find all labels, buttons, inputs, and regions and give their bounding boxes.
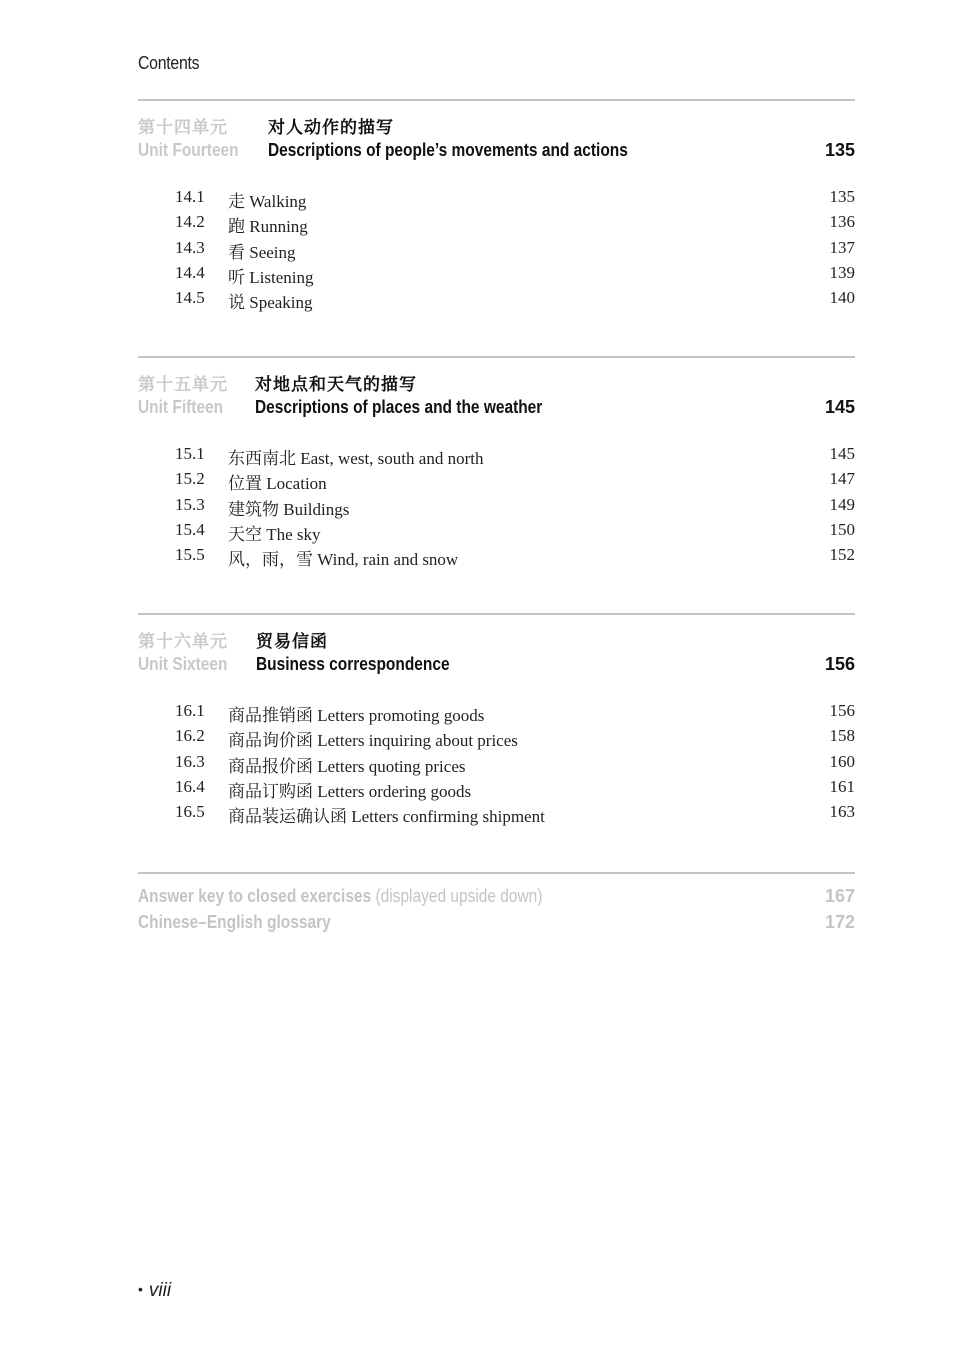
section-number: 16.1 (175, 701, 205, 720)
section-title: 商品装运确认函 Letters confirming shipment (228, 807, 545, 827)
section-title: 商品报价函 Letters quoting prices (228, 756, 466, 776)
glossary-label: Chinese–English glossary (138, 911, 331, 932)
section-page-number: 147 (829, 469, 855, 489)
unit-cn-label: 第十五单元 (138, 375, 228, 395)
unit-cn-title: 对地点和天气的描写 (255, 375, 417, 395)
section-entry[interactable] (138, 726, 855, 751)
section-entry[interactable] (138, 444, 855, 469)
section-title: 跑 Running (228, 217, 308, 237)
unit-cn-title: 贸易信函 (256, 632, 328, 652)
back-matter-note: (displayed upside down) (371, 886, 543, 906)
section-entry[interactable] (138, 187, 855, 212)
unit-en-label: Unit Sixteen (138, 654, 228, 674)
section-entry[interactable] (138, 777, 855, 802)
section-page-number: 137 (829, 237, 855, 257)
section-title: 商品询价函 Letters inquiring about prices (228, 731, 518, 751)
divider (138, 356, 855, 358)
section-title: 建筑物 Buildings (228, 499, 350, 519)
section-page-number: 140 (829, 288, 855, 308)
section-number: 16.5 (175, 802, 205, 822)
back-matter (138, 872, 855, 932)
unit-cn-title: 对人动作的描写 (268, 118, 394, 138)
section-title: 看 Seeing (228, 242, 296, 262)
unit-en-title: Descriptions of people’s movements and actions (268, 140, 628, 160)
unit-heading[interactable] (138, 113, 855, 169)
unit-page-number: 156 (824, 654, 855, 674)
unit-en-label: Unit Fifteen (138, 397, 224, 417)
section-title: 东西南北 East, west, south and north (228, 449, 484, 468)
section-page-number: 136 (829, 212, 855, 232)
section-entry[interactable] (138, 802, 855, 827)
running-head: Contents (138, 53, 200, 73)
section-number: 16.4 (175, 776, 205, 796)
bullet-icon: • (138, 1281, 143, 1297)
section-list (138, 444, 855, 570)
section-page-number: 156 (829, 701, 855, 720)
section-number: 14.2 (175, 212, 205, 232)
section-entry[interactable] (138, 288, 855, 313)
section-entry[interactable] (138, 752, 855, 777)
section-entry[interactable] (138, 238, 855, 263)
unit-page-number: 135 (824, 140, 855, 160)
section-page-number: 145 (829, 444, 855, 463)
divider (138, 99, 855, 101)
section-number: 14.3 (175, 237, 205, 257)
section-number: 14.4 (175, 262, 205, 282)
section-title: 位置 Location (228, 474, 327, 494)
section-list (138, 701, 855, 827)
section-number: 15.5 (175, 545, 205, 565)
section-page-number: 158 (829, 726, 855, 746)
page-folio (138, 1280, 171, 1302)
section-title: 说 Speaking (228, 293, 313, 313)
section-number: 15.1 (175, 444, 205, 463)
section-entry[interactable] (138, 701, 855, 726)
section-title: 风，雨，雪 Wind, rain and snow (228, 550, 459, 570)
section-number: 15.4 (175, 519, 205, 539)
divider (138, 613, 855, 615)
section-entry[interactable] (138, 545, 855, 570)
section-page-number: 150 (829, 519, 855, 539)
section-page-number: 135 (829, 187, 855, 206)
unit-cn-label: 第十四单元 (138, 118, 228, 138)
section-title: 商品订购函 Letters ordering goods (228, 781, 472, 801)
section-page-number: 160 (829, 751, 855, 771)
section-entry[interactable] (138, 263, 855, 288)
unit-en-title: Descriptions of places and the weather (255, 397, 543, 417)
unit-heading[interactable] (138, 627, 855, 683)
answer-key-label: Answer key to closed exercises (138, 886, 372, 906)
section-page-number: 139 (829, 262, 855, 282)
back-matter-page-number: 172 (824, 911, 855, 932)
section-entry[interactable] (138, 520, 855, 545)
back-matter-entry-glossary[interactable] (138, 898, 855, 932)
section-entry[interactable] (138, 212, 855, 237)
section-page-number: 163 (829, 802, 855, 822)
section-number: 14.1 (175, 187, 205, 206)
back-matter-entry-answer-key[interactable] (138, 872, 855, 906)
section-page-number: 149 (829, 494, 855, 514)
section-page-number: 152 (829, 545, 855, 565)
section-number: 16.3 (175, 751, 205, 771)
section-title: 听 Listening (228, 267, 314, 287)
unit-cn-label: 第十六单元 (138, 632, 228, 652)
section-number: 14.5 (175, 288, 205, 308)
unit-en-title: Business correspondence (256, 654, 450, 674)
section-number: 15.3 (175, 494, 205, 514)
section-list (138, 187, 855, 313)
unit-heading[interactable] (138, 370, 855, 426)
section-number: 16.2 (175, 726, 205, 746)
back-matter-title (138, 912, 331, 933)
section-entry[interactable] (138, 469, 855, 494)
section-title: 天空 The sky (228, 524, 321, 544)
section-page-number: 161 (829, 776, 855, 796)
section-title: 商品推销函 Letters promoting goods (228, 706, 485, 725)
section-title: 走 Walking (228, 192, 307, 211)
back-matter-page-number: 167 (824, 886, 855, 906)
unit-en-label: Unit Fourteen (138, 140, 239, 160)
section-number: 15.2 (175, 469, 205, 489)
folio-page-number: viii (148, 1280, 172, 1301)
unit-page-number: 145 (824, 397, 855, 417)
section-entry[interactable] (138, 495, 855, 520)
